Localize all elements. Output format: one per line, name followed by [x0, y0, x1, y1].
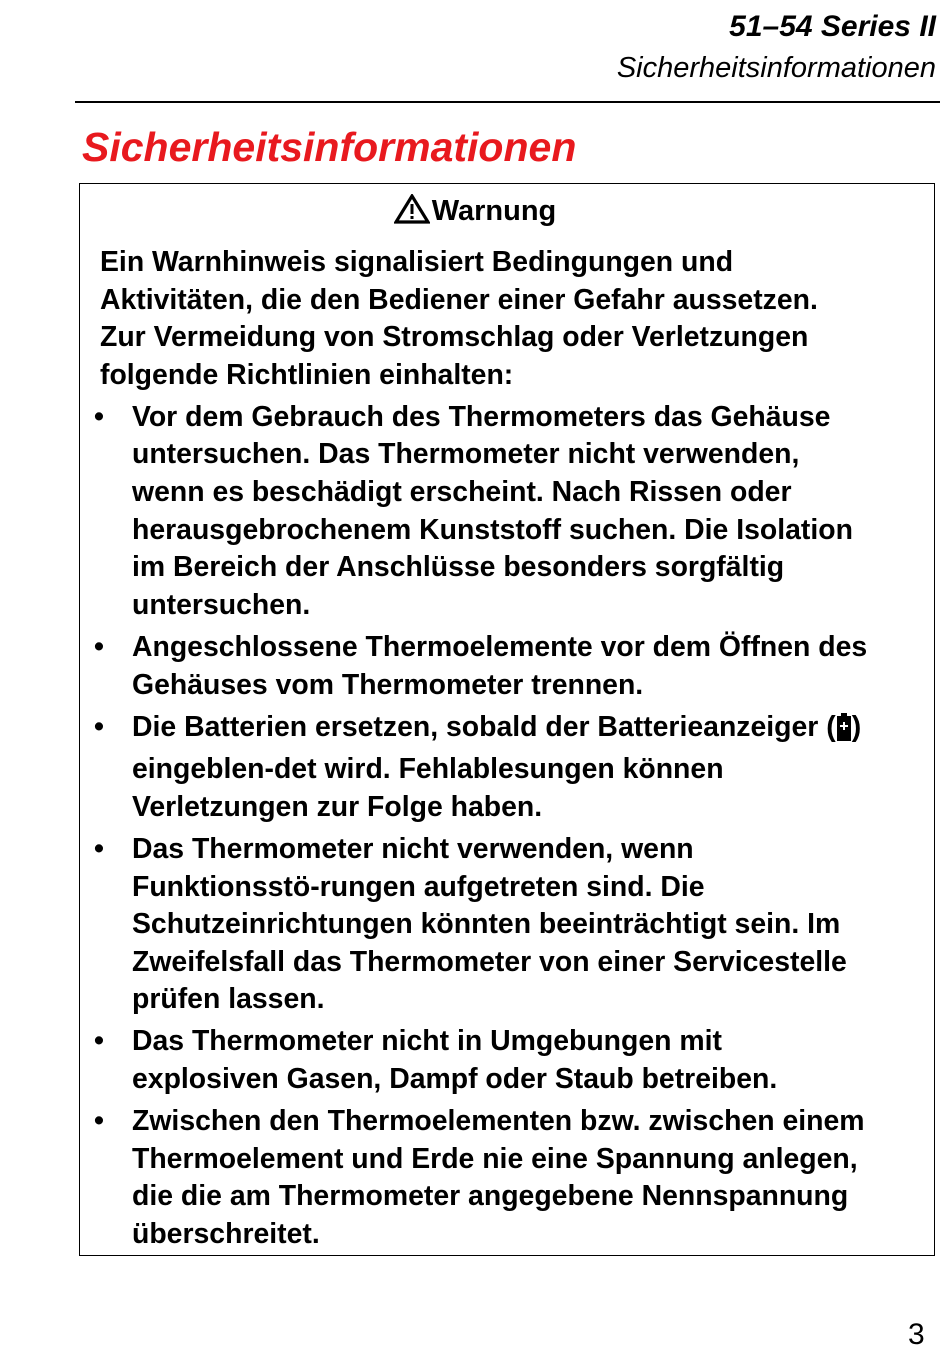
list-item: [94, 709, 867, 827]
warning-triangle-icon: [394, 194, 430, 224]
list-item-line: Das Thermometer nicht in Umgebungen mit: [132, 1025, 722, 1058]
list-item-line: explosiven Gasen, Dampf oder Staub betreiben.: [132, 1062, 778, 1095]
list-item-line: wenn es beschädigt erscheint. Nach Rissen oder: [132, 476, 792, 509]
intro-paragraph: [100, 244, 867, 394]
list-item-line: Angeschlossene Thermoelemente vor dem Öffnen des: [132, 630, 868, 663]
list-item-line: Das Thermometer nicht verwenden, wenn: [132, 832, 694, 865]
list-item-line: untersuchen.: [132, 588, 311, 621]
bullet-list: [94, 399, 868, 1254]
list-item-line: untersuchen. Das Thermometer nicht verwenden,: [132, 438, 800, 471]
list-item: [94, 399, 867, 625]
list-item-line: überschreitet.: [132, 1217, 320, 1250]
bullet: •: [94, 832, 104, 865]
list-item-line: Vor dem Gebrauch des Thermometers das Gehäuse: [132, 400, 831, 433]
intro-line: Aktivitäten, die den Bediener einer Gefahr aussetzen.: [100, 283, 818, 316]
list-item-line: Zweifelsfall das Thermometer von einer Servicestelle: [132, 945, 847, 978]
intro-line: Ein Warnhinweis signalisiert Bedingungen und: [100, 246, 734, 278]
warning-label: Warnung: [431, 195, 557, 227]
intro-line: folgende Richtlinien einhalten:: [100, 358, 514, 391]
list-item-line: eingeblen-det wird. Fehlablesungen können: [132, 753, 724, 786]
list-item-line: die die am Thermometer angegebene Nennspannung: [132, 1180, 849, 1213]
list-item-line: im Bereich der Anschlüsse besonders sorgfältig: [132, 551, 785, 584]
list-item-line: Die Batterien ersetzen, sobald der Batterieanzeiger ( ): [132, 709, 867, 752]
page-title: Sicherheitsinformationen: [82, 124, 577, 170]
warning-text: [94, 244, 868, 1253]
page-number: 3: [908, 1318, 925, 1351]
list-item-line: Verletzungen zur Folge haben.: [132, 790, 543, 823]
list-item: [94, 629, 868, 704]
bullet: •: [94, 710, 104, 743]
warning-heading: [0, 194, 950, 228]
bullet: •: [94, 1105, 104, 1138]
list-item-line: Zwischen den Thermoelementen bzw. zwischen einem: [132, 1105, 865, 1138]
header-rule: [75, 101, 940, 103]
list-item-line: Funktionsstö-rungen aufgetreten sind. Die: [132, 870, 705, 903]
bullet: •: [94, 1025, 104, 1058]
bullet: •: [94, 630, 104, 663]
list-item-line: Schutzeinrichtungen könnten beeinträchtigt sein. Im: [132, 908, 841, 941]
intro-line: Zur Vermeidung von Stromschlag oder Verletzungen: [100, 321, 809, 354]
list-item: [94, 1103, 867, 1253]
header-series: 51–54 Series II: [729, 10, 936, 43]
list-item-line: Gehäuses vom Thermometer trennen.: [132, 668, 644, 701]
list-item: [94, 831, 867, 1019]
list-item: [94, 1023, 867, 1098]
battery-icon: [836, 713, 852, 752]
list-item-line: herausgebrochenem Kunststoff suchen. Die Isolation: [132, 513, 853, 546]
header-section: Sicherheitsinformationen: [616, 52, 936, 84]
list-item-line: Thermoelement und Erde nie eine Spannung anlegen,: [132, 1142, 858, 1175]
bullet: •: [94, 400, 104, 433]
list-item-line: prüfen lassen.: [132, 983, 325, 1016]
